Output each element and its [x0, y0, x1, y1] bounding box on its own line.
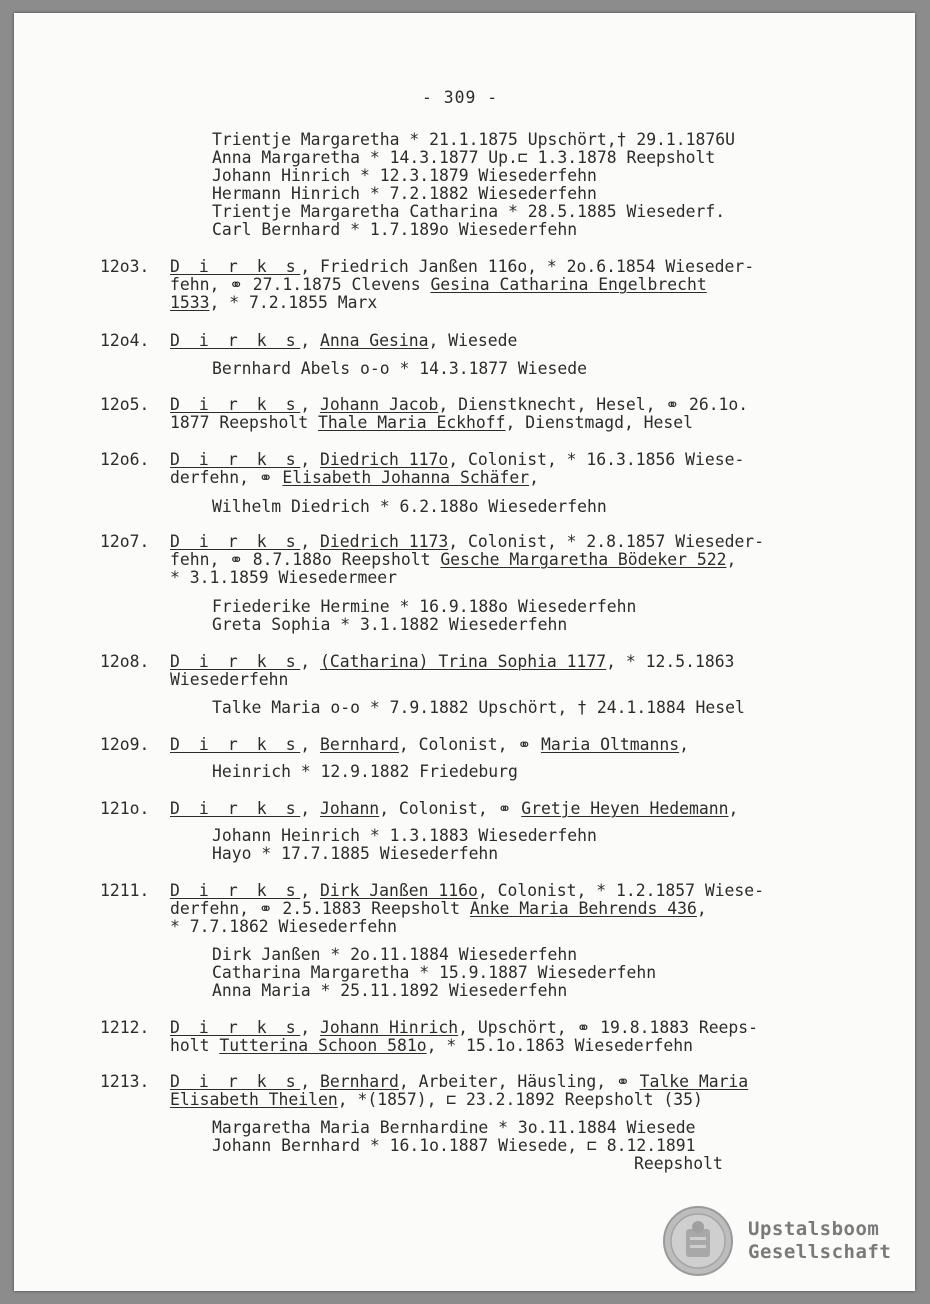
child-line: Trientje Margaretha * 21.1.1875 Upschört,† 29.1.1876U	[212, 130, 736, 149]
spouse-ref: 1533	[170, 293, 210, 312]
entry-text: , * 15.1o.1863 Wiesederfehn	[426, 1036, 694, 1055]
entry-line: D i r k s, Bernhard, Colonist, ⚭ Maria Oltmanns,	[170, 735, 689, 754]
entry-number: 12o3.	[100, 257, 150, 276]
entry-text: ,	[679, 735, 689, 754]
entry-text: ,	[529, 468, 539, 487]
brand-line-1: Upstalsboom	[748, 1218, 880, 1240]
entry-number: 121o.	[100, 799, 150, 818]
spouse-name: Talke Maria	[639, 1072, 749, 1091]
given-name: Johann Jacob	[319, 395, 439, 414]
entry-line: D i r k s, (Catharina) Trina Sophia 1177, * 12.5.1863	[170, 652, 735, 671]
entry-line	[170, 294, 377, 312]
entry-line	[170, 258, 754, 276]
surname: D i r k s	[170, 1018, 301, 1037]
entry-line	[170, 551, 736, 569]
entry-text: , Colonist, * 2.8.1857 Wieseder-	[448, 532, 765, 551]
spouse-name: Gesina Catharina Engelbrecht	[430, 275, 707, 294]
child-line: Anna Maria * 25.11.1892 Wiesederfehn	[212, 981, 568, 1000]
entry-text: fehn, ⚭ 27.1.1875 Clevens	[170, 275, 431, 294]
entry-number: 12o9.	[100, 735, 150, 754]
entry-line	[170, 414, 693, 432]
surname: D i r k s	[170, 799, 301, 818]
entry-text: holt	[170, 1036, 220, 1055]
page-number: - 309 -	[422, 88, 499, 107]
entry-line	[170, 276, 707, 294]
child-line: Margaretha Maria Bernhardine * 3o.11.1884 Wiesede	[212, 1118, 696, 1137]
entry-text: , Wiesede	[428, 331, 518, 350]
surname: D i r k s	[170, 450, 301, 469]
entry-line: * 3.1.1859 Wiesedermeer	[170, 568, 397, 587]
child-line: Reepsholt	[634, 1154, 723, 1173]
entry-text: , Friedrich Janßen 116o, * 2o.6.1854 Wieseder-	[300, 257, 755, 276]
entry-line: D i r k s, Diedrich 1173, Colonist, * 2.8.1857 Wieseder-	[170, 532, 765, 551]
brand-line-2: Gesellschaft	[748, 1241, 892, 1263]
entry-text: derfehn, ⚭	[170, 468, 283, 487]
child-line: Wilhelm Diedrich * 6.2.188o Wiesederfehn	[212, 497, 607, 516]
entry-text: , Colonist, ⚭	[379, 799, 522, 818]
entry-line: D i r k s, Bernhard, Arbeiter, Häusling, ⚭ Talke Maria	[170, 1072, 749, 1091]
child-line: Johann Hinrich * 12.3.1879 Wiesederfehn	[212, 166, 597, 185]
entry-line: D i r k s, Johann, Colonist, ⚭ Gretje Heyen Hedemann,	[170, 799, 739, 818]
given-name: Diedrich 117o	[319, 450, 449, 469]
surname: D i r k s	[170, 331, 301, 350]
entry-number: 1212.	[100, 1018, 150, 1037]
spouse-name: Maria Oltmanns	[540, 735, 680, 754]
surname: D i r k s	[170, 652, 301, 671]
entry-text: , Dienstmagd, Hesel	[505, 413, 694, 432]
given-name: Bernhard	[319, 1072, 399, 1091]
child-line: Bernhard Abels o-o * 14.3.1877 Wiesede	[212, 359, 587, 378]
child-line: Friederike Hermine * 16.9.188o Wiesederfehn	[212, 597, 637, 616]
entry-number: 12o5.	[100, 395, 150, 414]
child-line: Heinrich * 12.9.1882 Friedeburg	[212, 762, 518, 781]
child-line: Johann Heinrich * 1.3.1883 Wiesederfehn	[212, 826, 597, 845]
entry-number: 12o8.	[100, 652, 150, 671]
child-line: Hermann Hinrich * 7.2.1882 Wiesederfehn	[212, 184, 597, 203]
entry-line: D i r k s, Diedrich 117o, Colonist, * 16.3.1856 Wiese-	[170, 450, 745, 469]
entry-line	[170, 1037, 693, 1055]
child-line: Hayo * 17.7.1885 Wiesederfehn	[212, 844, 499, 863]
child-line: Anna Margaretha * 14.3.1877 Up.⊏ 1.3.1878 Reepsholt	[212, 148, 716, 167]
entry-line: D i r k s, Johann Jacob, Dienstknecht, Hesel, ⚭ 26.1o.	[170, 395, 749, 414]
child-line: Johann Bernhard * 16.1o.1887 Wiesede, ⊏ 8.12.1891	[212, 1136, 696, 1155]
entry-text: , *(1857), ⊏ 23.2.1892 Reepsholt (35)	[337, 1090, 703, 1109]
surname: D i r k s	[170, 881, 301, 900]
entry-text: , Colonist, ⚭	[398, 735, 541, 754]
spouse-name: Tutterina Schoon 581o	[219, 1036, 427, 1055]
spouse-name: Gesche Margaretha Bödeker 522	[440, 550, 727, 569]
given-name: Bernhard	[319, 735, 399, 754]
entry-number: 1211.	[100, 881, 150, 900]
given-name: Dirk Janßen 116o	[319, 881, 478, 900]
child-line: Trientje Margaretha Catharina * 28.5.1885 Wiesederf.	[212, 202, 726, 221]
entry-number: 12o7.	[100, 532, 150, 551]
document-body	[14, 13, 915, 1291]
spouse-name: Gretje Heyen Hedemann	[521, 799, 729, 818]
entry-text: fehn, ⚭ 8.7.188o Reepsholt	[170, 550, 441, 569]
spouse-name: Thale Maria Eckhoff	[318, 413, 506, 432]
given-name: Diedrich 1173	[319, 532, 449, 551]
surname: D i r k s	[170, 257, 301, 276]
entry-line	[170, 1091, 703, 1109]
entry-text: derfehn, ⚭ 2.5.1883 Reepsholt	[170, 899, 470, 918]
spouse-name: Elisabeth Theilen	[170, 1090, 338, 1109]
entry-line: Wiesederfehn	[170, 670, 289, 689]
entry-number: 12o4.	[100, 331, 150, 350]
child-line: Talke Maria o-o * 7.9.1882 Upschört, † 24.1.1884 Hesel	[212, 698, 745, 717]
entry-text: 1877 Reepsholt	[170, 413, 319, 432]
entry-line: D i r k s, Anna Gesina, Wiesede	[170, 331, 518, 350]
surname: D i r k s	[170, 395, 301, 414]
entry-text: , * 7.2.1855 Marx	[209, 293, 378, 312]
spouse-name: Elisabeth Johanna Schäfer	[282, 468, 530, 487]
given-name: Johann	[319, 799, 380, 818]
document-page	[14, 13, 915, 1291]
entry-text: , Colonist, * 16.3.1856 Wiese-	[448, 450, 745, 469]
given-name: Anna Gesina	[319, 331, 429, 350]
child-line: Carl Bernhard * 1.7.189o Wiesederfehn	[212, 220, 578, 239]
surname: D i r k s	[170, 1072, 301, 1091]
entry-line: D i r k s, Johann Hinrich, Upschört, ⚭ 19.8.1883 Reeps-	[170, 1018, 759, 1037]
surname: D i r k s	[170, 532, 301, 551]
entry-line: D i r k s, Dirk Janßen 116o, Colonist, * 1.2.1857 Wiese-	[170, 881, 765, 900]
society-brand	[748, 1218, 891, 1264]
entry-text: , Upschört, ⚭ 19.8.1883 Reeps-	[458, 1018, 759, 1037]
entry-line: * 7.7.1862 Wiesederfehn	[170, 917, 397, 936]
society-seal-icon	[662, 1205, 734, 1277]
entry-number: 12o6.	[100, 450, 150, 469]
entry-text: ,	[728, 799, 739, 818]
entry-text: , Arbeiter, Häusling, ⚭	[398, 1072, 640, 1091]
entry-text: ,	[696, 899, 707, 918]
child-line: Dirk Janßen * 2o.11.1884 Wiesederfehn	[212, 945, 578, 964]
entry-text: , * 12.5.1863	[606, 652, 735, 671]
spouse-name: Anke Maria Behrends 436	[469, 899, 697, 918]
given-name: (Catharina) Trina Sophia 1177	[319, 652, 607, 671]
entry-text: , Colonist, * 1.2.1857 Wiese-	[477, 881, 765, 900]
surname: D i r k s	[170, 735, 301, 754]
entry-line	[170, 469, 539, 487]
given-name: Johann Hinrich	[319, 1018, 459, 1037]
child-line: Greta Sophia * 3.1.1882 Wiesederfehn	[212, 615, 568, 634]
entry-text: , Dienstknecht, Hesel, ⚭ 26.1o.	[438, 395, 749, 414]
entry-number: 1213.	[100, 1072, 150, 1091]
child-line: Catharina Margaretha * 15.9.1887 Wiesederfehn	[212, 963, 657, 982]
entry-text: ,	[726, 550, 737, 569]
entry-line	[170, 900, 707, 918]
